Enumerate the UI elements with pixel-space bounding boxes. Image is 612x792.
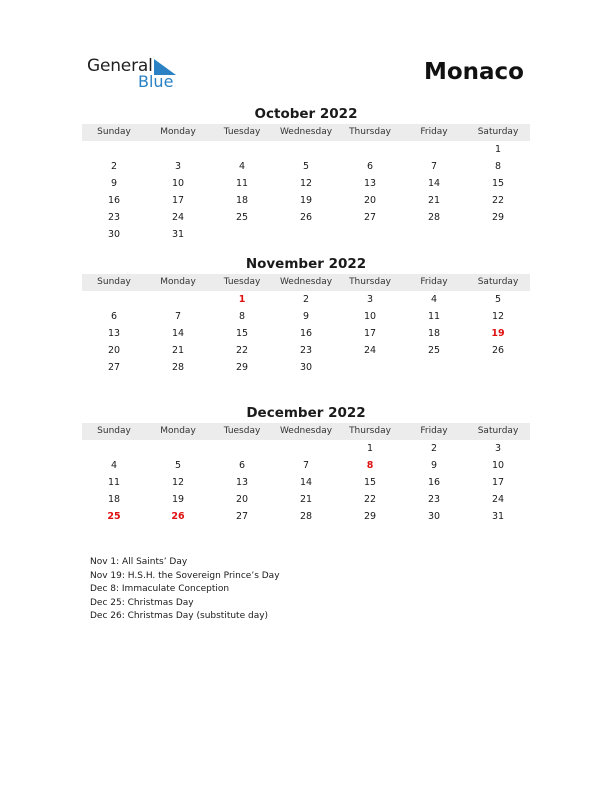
day-cell: [338, 226, 402, 243]
day-cell: 1: [366, 443, 374, 454]
weekday-label: Friday: [420, 127, 448, 137]
day-cell: 5: [174, 460, 182, 471]
day-cell: 29: [491, 212, 505, 223]
month-title: December 2022: [246, 405, 366, 421]
week-row: [82, 158, 530, 175]
calendar-month-december: [82, 404, 530, 525]
day-cell: 26: [299, 212, 313, 223]
logo-general-text: General: [87, 56, 153, 76]
day-cell: 16: [427, 477, 441, 488]
weekday-label: Wednesday: [279, 277, 333, 287]
weekday-label: Wednesday: [279, 127, 333, 137]
day-cell: [274, 141, 338, 158]
day-cell: 29: [235, 362, 249, 373]
day-cell: [466, 359, 530, 376]
day-cell: 6: [366, 161, 374, 172]
day-cell: 30: [107, 229, 121, 240]
weekday-header-row: [82, 274, 530, 291]
day-cell: [402, 141, 466, 158]
week-row: [82, 209, 530, 226]
day-cell: 11: [235, 178, 249, 189]
day-cell: 12: [171, 477, 185, 488]
day-cell: [274, 226, 338, 243]
day-cell: 14: [427, 178, 441, 189]
day-cell: [146, 291, 210, 308]
day-cell: 31: [491, 511, 505, 522]
day-cell: 24: [171, 212, 185, 223]
day-cell: 13: [107, 328, 121, 339]
day-cell: 11: [107, 477, 121, 488]
weekday-label: Saturday: [477, 277, 519, 287]
day-cell: 1: [494, 144, 502, 155]
day-cell: 20: [363, 195, 377, 206]
day-cell: [338, 141, 402, 158]
day-cell: 23: [427, 494, 441, 505]
weekday-header-row: [82, 423, 530, 440]
holiday-notes: [90, 556, 280, 624]
holiday-day-cell: 26: [171, 511, 185, 522]
holiday-note: Nov 1: All Saints’ Day: [90, 557, 188, 567]
day-cell: 2: [302, 294, 310, 305]
holiday-day-cell: 1: [238, 294, 246, 305]
weekday-label: Thursday: [349, 277, 391, 287]
day-cell: 25: [235, 212, 249, 223]
day-cell: 15: [363, 477, 377, 488]
day-cell: 4: [238, 161, 246, 172]
day-cell: 8: [238, 311, 246, 322]
day-cell: 3: [366, 294, 374, 305]
day-cell: 7: [430, 161, 438, 172]
weekday-label: Saturday: [477, 426, 519, 436]
week-row: [82, 325, 530, 342]
week-row: [82, 440, 530, 457]
day-cell: [338, 359, 402, 376]
holiday-note: Nov 19: H.S.H. the Sovereign Prince’s Day: [90, 570, 280, 581]
day-cell: 23: [107, 212, 121, 223]
day-cell: 6: [110, 311, 118, 322]
day-cell: 16: [299, 328, 313, 339]
day-cell: [274, 440, 338, 457]
day-cell: 28: [171, 362, 185, 373]
day-cell: 2: [110, 161, 118, 172]
day-cell: [210, 141, 274, 158]
brand-logo: [87, 56, 197, 92]
weekday-label: Sunday: [97, 277, 131, 287]
month-title: October 2022: [254, 106, 358, 122]
day-cell: 6: [238, 460, 246, 471]
day-cell: 5: [494, 294, 502, 305]
holiday-day-cell: 19: [491, 328, 505, 339]
holiday-day-cell: 25: [107, 511, 121, 522]
weekday-label: Thursday: [349, 127, 391, 137]
day-cell: 22: [235, 345, 249, 356]
day-cell: 9: [430, 460, 438, 471]
day-cell: 11: [427, 311, 441, 322]
holiday-note: Dec 8: Immaculate Conception: [90, 584, 230, 595]
day-cell: [402, 359, 466, 376]
week-row: [82, 457, 530, 474]
day-cell: 30: [427, 511, 441, 522]
week-row: [82, 508, 530, 525]
calendar-month-october: [82, 105, 530, 243]
day-cell: 24: [363, 345, 377, 356]
day-cell: 13: [363, 178, 377, 189]
week-row: [82, 491, 530, 508]
weekday-label: Thursday: [349, 426, 391, 436]
holiday-note: Dec 25: Christmas Day: [90, 597, 194, 608]
day-cell: 28: [427, 212, 441, 223]
day-cell: [210, 440, 274, 457]
week-row: [82, 226, 530, 243]
day-cell: 15: [491, 178, 505, 189]
logo-blue-text: Blue: [138, 72, 174, 91]
day-cell: 25: [427, 345, 441, 356]
day-cell: 15: [235, 328, 249, 339]
day-cell: 19: [299, 195, 313, 206]
day-cell: 21: [299, 494, 313, 505]
day-cell: 31: [171, 229, 185, 240]
weekday-label: Friday: [420, 277, 448, 287]
day-cell: 17: [171, 195, 185, 206]
day-cell: 13: [235, 477, 249, 488]
day-cell: 21: [427, 195, 441, 206]
month-title: November 2022: [245, 256, 367, 272]
day-cell: 27: [363, 212, 377, 223]
day-cell: 18: [107, 494, 121, 505]
day-cell: 19: [171, 494, 185, 505]
day-cell: 28: [299, 511, 313, 522]
day-cell: 8: [494, 161, 502, 172]
week-row: [82, 291, 530, 308]
day-cell: 10: [363, 311, 377, 322]
day-cell: [210, 226, 274, 243]
day-cell: [146, 440, 210, 457]
day-cell: 4: [110, 460, 118, 471]
day-cell: 17: [491, 477, 505, 488]
day-cell: 17: [363, 328, 377, 339]
weekday-label: Saturday: [477, 127, 519, 137]
calendar-month-november: [82, 255, 530, 376]
day-cell: 10: [171, 178, 185, 189]
day-cell: 14: [299, 477, 313, 488]
day-cell: 5: [302, 161, 310, 172]
weekday-label: Sunday: [97, 426, 131, 436]
day-cell: 9: [110, 178, 118, 189]
week-row: [82, 141, 530, 158]
holiday-note: Dec 26: Christmas Day (substitute day): [90, 611, 269, 622]
day-cell: 16: [107, 195, 121, 206]
day-cell: 23: [299, 345, 313, 356]
day-cell: 30: [299, 362, 313, 373]
day-cell: 21: [171, 345, 185, 356]
weekday-label: Tuesday: [223, 426, 261, 436]
country-title: Monaco: [423, 59, 524, 85]
day-cell: 24: [491, 494, 505, 505]
day-cell: 20: [235, 494, 249, 505]
day-cell: 12: [491, 311, 505, 322]
day-cell: [402, 226, 466, 243]
day-cell: 14: [171, 328, 185, 339]
weekday-label: Tuesday: [223, 127, 261, 137]
weekday-header-row: [82, 124, 530, 141]
week-row: [82, 175, 530, 192]
day-cell: 29: [363, 511, 377, 522]
weekday-label: Sunday: [97, 127, 131, 137]
day-cell: 22: [363, 494, 377, 505]
day-cell: 18: [427, 328, 441, 339]
day-cell: 12: [299, 178, 313, 189]
day-cell: 27: [107, 362, 121, 373]
weekday-label: Wednesday: [279, 426, 333, 436]
day-cell: 7: [302, 460, 310, 471]
day-cell: 10: [491, 460, 505, 471]
week-row: [82, 308, 530, 325]
day-cell: 9: [302, 311, 310, 322]
day-cell: [82, 141, 146, 158]
day-cell: [146, 141, 210, 158]
day-cell: 3: [174, 161, 182, 172]
week-row: [82, 342, 530, 359]
weekday-label: Tuesday: [223, 277, 261, 287]
day-cell: [82, 291, 146, 308]
week-row: [82, 192, 530, 209]
weekday-label: Friday: [420, 426, 448, 436]
week-row: [82, 474, 530, 491]
holiday-day-cell: 8: [366, 460, 374, 471]
week-row: [82, 359, 530, 376]
day-cell: 27: [235, 511, 249, 522]
day-cell: 2: [430, 443, 438, 454]
day-cell: 26: [491, 345, 505, 356]
day-cell: 20: [107, 345, 121, 356]
day-cell: 22: [491, 195, 505, 206]
day-cell: 4: [430, 294, 438, 305]
weekday-label: Monday: [160, 426, 196, 436]
day-cell: [82, 440, 146, 457]
day-cell: 3: [494, 443, 502, 454]
day-cell: 7: [174, 311, 182, 322]
weekday-label: Monday: [160, 127, 196, 137]
weekday-label: Monday: [160, 277, 196, 287]
day-cell: 18: [235, 195, 249, 206]
day-cell: [466, 226, 530, 243]
